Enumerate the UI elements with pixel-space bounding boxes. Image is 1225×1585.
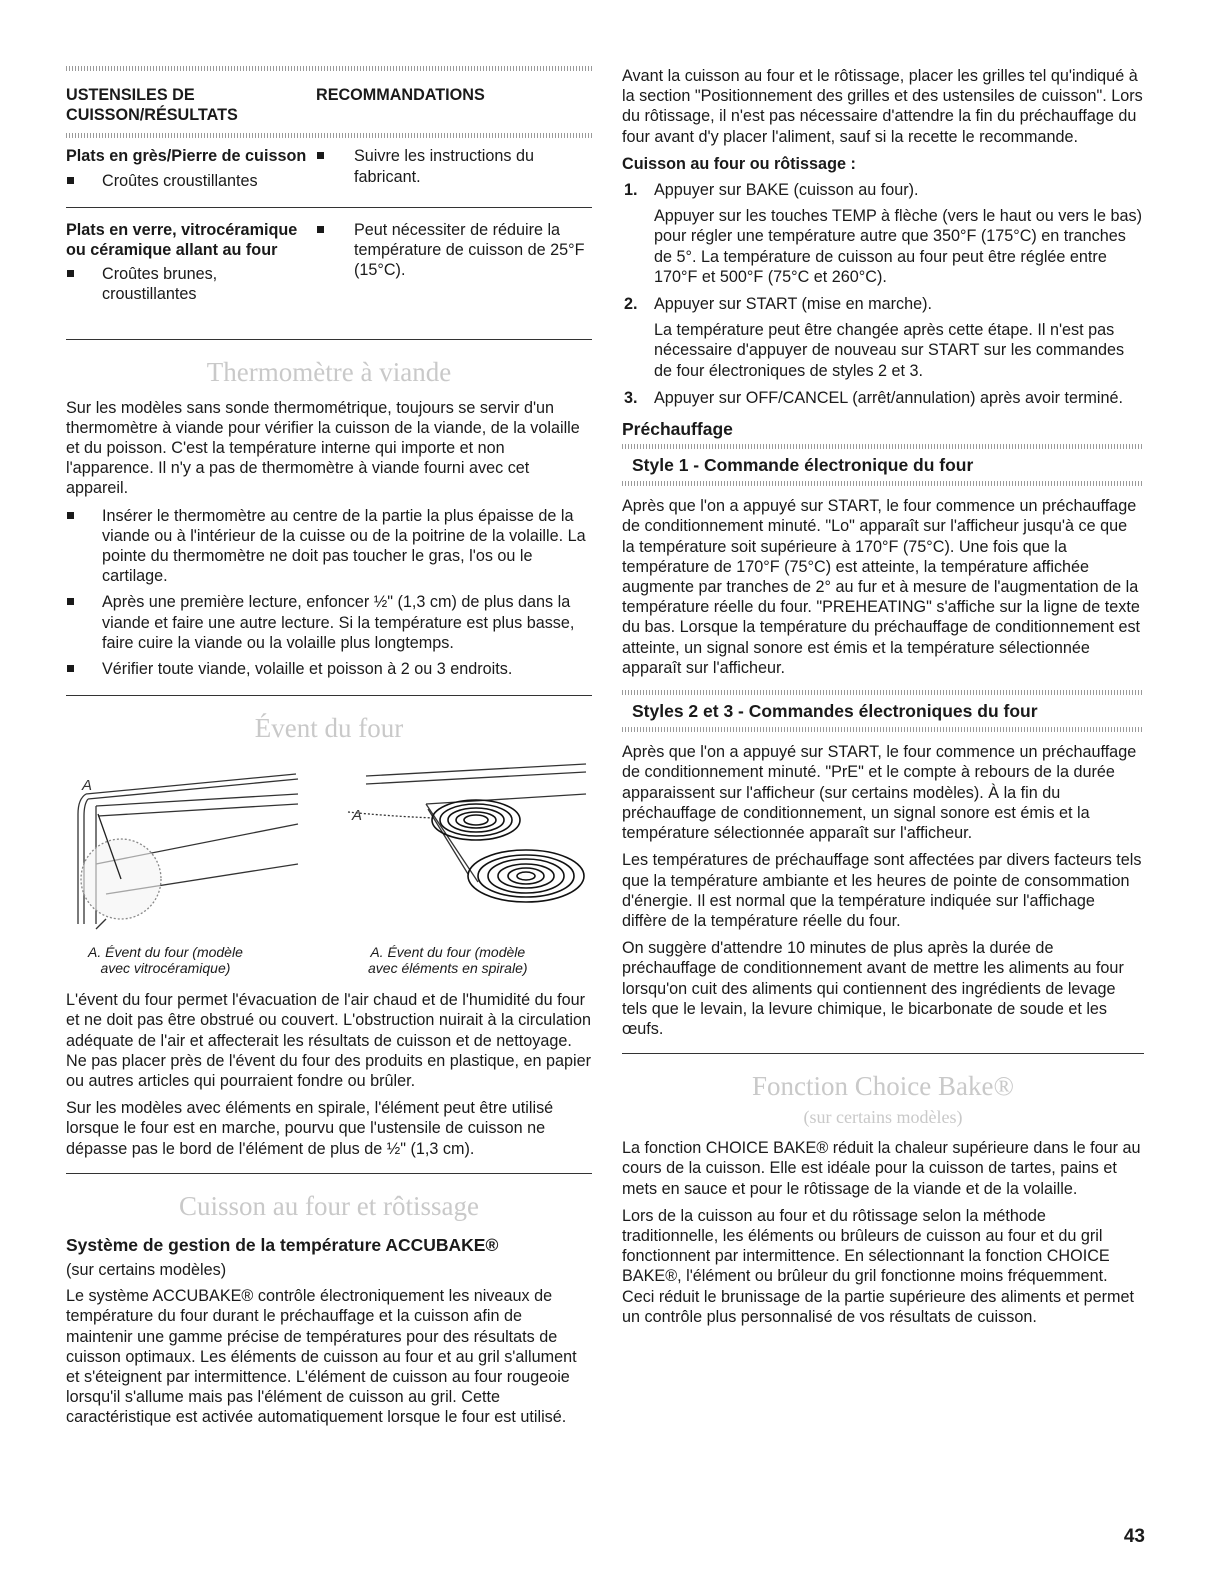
section-rule: [66, 1173, 592, 1174]
thermometer-intro: Sur les modèles sans sonde thermométrique, toujours se servir d'un thermomètre à viande pour vérifier la cuisson de la viande, de la volaille et du poisson. C'est la température interne qui importe et non l'apparence. Il n'y a pas de thermomètre à viande fourni avec cet appareil.: [66, 398, 580, 498]
style1-paragraph: Après que l'on a appuyé sur START, le four commence un préchauffage de conditionnement minuté. "Lo" apparaît sur l'afficheur jusqu'à ce que la température soit supérieure à 170°F (75°C). Une fois que la température de 170°F (75°C) est atteinte, la température affichée augmente par tranches de 2° au fur et à mesure de l'augmentation de la température réelle du four. "PREHEATING" s'affiche sur la ligne de texte du bas. Lorsque la température du préchauffage de conditionnement est atteinte, un signal sonore est émis et la température sélectionnée apparaît sur l'afficheur.: [622, 497, 1141, 677]
list-item: Après une première lecture, enfoncer ½" (1,3 cm) de plus dans la viande et faire une autre lecture. Si la température est plus basse, faire cuire la viande ou la volaille plus longtemps.: [66, 592, 592, 653]
page-number: 43: [1123, 1526, 1145, 1547]
figure-label-a: A: [82, 777, 93, 795]
figure-captions: [66, 944, 592, 990]
cookware-title: Plats en grès/Pierre de cuisson: [66, 147, 307, 166]
preheat-title: Préchauffage: [622, 419, 733, 440]
style23-title: Styles 2 et 3 - Commandes électroniques du four: [632, 701, 1038, 722]
step-text: Appuyer sur BAKE (cuisson au four).: [654, 181, 919, 200]
cookware-table: [66, 71, 592, 339]
step-text: Appuyer sur START (mise en marche).: [654, 295, 932, 314]
table-header-recommendations: RECOMMANDATIONS: [316, 86, 485, 104]
step-item: [622, 180, 1144, 287]
accubake-note: (sur certains modèles): [66, 1260, 227, 1279]
section-rule: [66, 339, 592, 340]
right-column: [622, 66, 1144, 1334]
caption-line: A. Évent du four (modèle: [370, 944, 526, 961]
caption-line: A. Évent du four (modèle: [88, 944, 243, 961]
vent-heading: Évent du four: [254, 713, 404, 744]
table-row: [66, 138, 592, 207]
step-item: [622, 388, 1144, 408]
step-item: [622, 294, 1144, 381]
oven-vent-illustration: [66, 754, 592, 944]
vent-figures: [66, 754, 592, 944]
style1-title: Style 1 - Commande électronique du four: [632, 455, 974, 476]
hatch-rule: [622, 727, 1144, 732]
table-row: [66, 207, 592, 338]
step-text: Appuyer sur OFF/CANCEL (arrêt/annulation) après avoir terminé.: [654, 388, 1124, 407]
step-number: 1.: [624, 181, 638, 200]
cookware-title: Plats en verre, vitrocéramique ou céramique allant au four: [66, 220, 298, 260]
steps-title: Cuisson au four ou rôtissage :: [622, 154, 856, 173]
step-number: 3.: [624, 388, 638, 407]
choice-bake-subheading: (sur certains modèles): [803, 1107, 963, 1128]
choice-bake-heading: Fonction Choice Bake®: [752, 1071, 1014, 1102]
caption-coil: [368, 944, 528, 976]
step-number: 2.: [624, 295, 638, 314]
vent-paragraph: Sur les modèles avec éléments en spirale, l'élément peut être utilisé lorsque le four est en marche, pourvu que l'ustensile de cuisson ne dépasse pas le bord de l'élément de plus de ½" (1,3 cm).: [66, 1099, 554, 1158]
baking-heading: Cuisson au four et rôtissage: [179, 1190, 479, 1221]
style23-paragraph: Après que l'on a appuyé sur START, le four commence un préchauffage de conditionnement minuté. "PrE" et le compte à rebours de la durée apparaissent sur l'afficheur (sur certains modèles). À la fin du préchauffage de conditionnement, un signal sonore est émis et la température sélectionnée apparaît sur l'afficheur.: [622, 743, 1137, 843]
section-rule: [622, 1053, 1144, 1054]
cookware-result: Croûtes croustillantes: [66, 171, 316, 191]
accubake-title: Système de gestion de la température ACCUBAKE®: [66, 1234, 499, 1255]
style23-paragraph: Les températures de préchauffage sont affectées par divers facteurs tels que la température ambiante et les heures de pointe de consommation d'énergie. Il est normal que la température indiquée sur l'affichage diffère de la température réelle du four.: [622, 851, 1142, 930]
choice-bake-paragraph: La fonction CHOICE BAKE® réduit la chaleur supérieure dans le four au cours de la cuisson. Elle est idéale pour la cuisson de tartes, pains et mets en sauce et pour le rôtissage de la viande et de la volaille.: [622, 1139, 1141, 1198]
list-item: Vérifier toute viande, volaille et poisson à 2 ou 3 endroits.: [66, 659, 592, 679]
accubake-paragraph: Le système ACCUBAKE® contrôle électroniquement les niveaux de température du four durant le préchauffage et la cuisson afin de maintenir une gamme précise de températures pour des résultats de cuisson optimaux. Les éléments de cuisson au four et au gril s'allument et s'éteignent par intermittence. L'élément de cuisson au four rougeoie lorsqu'il s'allume mais pas l'élément de cuisson au gril. Cette caractéristique est activée automatiquement lorsque le four est utilisé.: [66, 1287, 577, 1427]
caption-line: avec vitrocéramique): [100, 960, 231, 977]
caption-ceramic: [88, 944, 243, 976]
caption-line: avec éléments en spirale): [368, 960, 528, 977]
choice-bake-paragraph: Lors de la cuisson au four et du rôtissage selon la méthode traditionnelle, les éléments ou brûleurs de cuisson au four et du gril fonctionnent par intermittence. En sélectionnant la fonction CHOICE BAKE®, l'élément ou brûleur du gril fonctionne moins fréquemment. Ceci réduit le brunissage de la partie supérieure des aliments et permet un contrôle plus personnalisé de vos résultats de cuisson.: [622, 1206, 1134, 1326]
step-detail: Appuyer sur les touches TEMP à flèche (vers le haut ou vers le bas) pour régler une température autre que 350°F (175°C) en tranches de 5°. La température de cuisson au four peut être réglée entre 170°F et 500°F (75°C et 260°C).: [654, 207, 1142, 286]
vent-paragraph: L'évent du four permet l'évacuation de l'air chaud et de l'humidité du four et ne doit pas être obstrué ou couvert. L'obstruction nuirait à la circulation adéquate de l'air et affecterait les résultats de cuisson et de nettoyage. Ne pas placer près de l'évent du four des produits en plastique, en papier ou autres articles qui pourraient fondre ou brûler.: [66, 991, 592, 1091]
baking-intro: Avant la cuisson au four et le rôtissage, placer les grilles tel qu'indiqué à la section "Positionnement des grilles et des ustensiles de cuisson". Lors du rôtissage, il n'est pas nécessaire d'attendre la fin du préchauffage du four avant d'y placer l'aliment, sauf si la recette le recommande.: [622, 67, 1143, 146]
left-column: [66, 66, 592, 1435]
step-detail: La température peut être changée après cette étape. Il n'est pas nécessaire d'appuyer de nouveau sur START sur les commandes de four électroniques de styles 2 et 3.: [654, 321, 1125, 380]
list-item: Insérer le thermomètre au centre de la partie la plus épaisse de la viande ou à l'intérieur de la cuisse ou de la poitrine de la volaille. La pointe du thermomètre ne doit pas toucher le gras, l'os ou le cartilage.: [66, 506, 592, 587]
style23-paragraph: On suggère d'attendre 10 minutes de plus après la durée de préchauffage de conditionnement avant de mettre les aliments au four lorsqu'on cuit des aliments qui contiennent des ingrédients de levage tels que le levain, la levure chimique, le bicarbonate de soude et les œufs.: [622, 939, 1124, 1038]
thermometer-heading: Thermomètre à viande: [206, 356, 452, 387]
cookware-result: Croûtes brunes, croustillantes: [66, 264, 316, 304]
section-rule: [66, 695, 592, 696]
recommendation-text: Peut nécessiter de réduire la température de cuisson de 25°F (15°C).: [316, 220, 592, 281]
figure-label-a: A: [352, 807, 363, 825]
recommendation-text: Suivre les instructions du fabricant.: [316, 146, 592, 186]
hatch-rule: [622, 481, 1144, 486]
table-header-cookware: USTENSILES DE CUISSON/RÉSULTATS: [66, 86, 238, 125]
